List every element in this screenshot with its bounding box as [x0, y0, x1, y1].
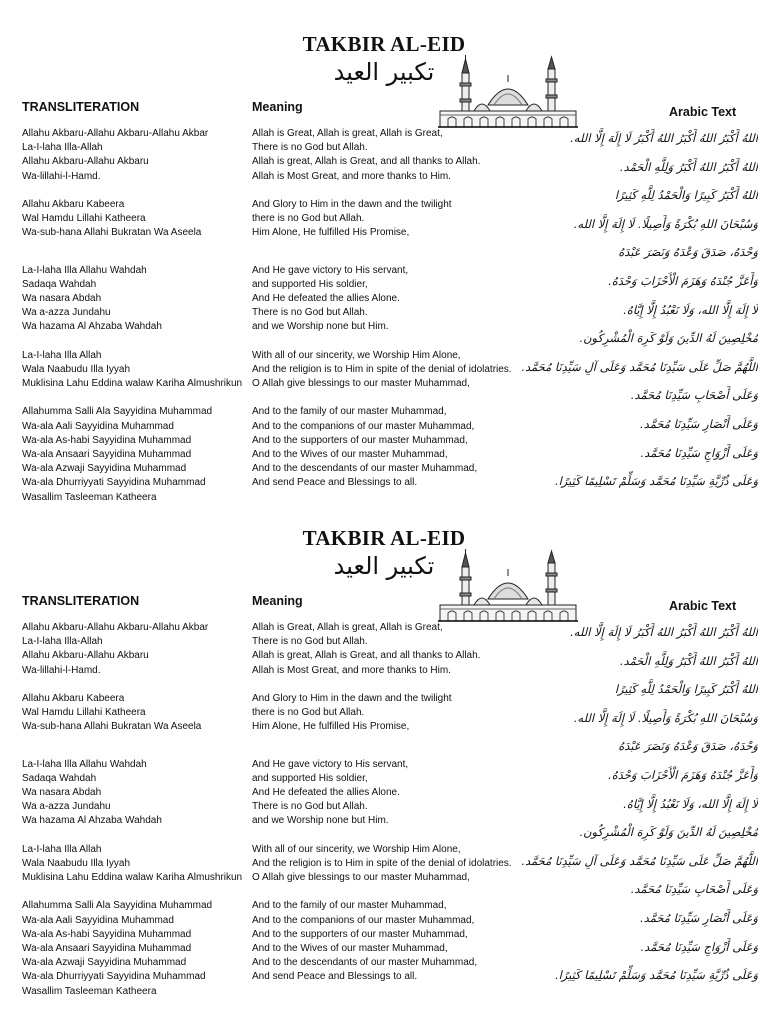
meaning-line: And to the descendants of our master Muhammad,	[252, 957, 478, 969]
meaning-line: And to the companions of our master Muhammad,	[252, 914, 475, 926]
transliteration-line: Wa-ala Ansaari Sayyidina Muhammad	[22, 448, 192, 460]
transliteration-line: Wa-lillahi-l-Hamd.	[22, 664, 101, 676]
arabic-text-header: Arabic Text	[669, 599, 737, 613]
transliteration-group	[22, 405, 242, 504]
takbir-section-bottom	[0, 526, 768, 1020]
meaning-group	[252, 405, 512, 490]
meaning-line: And to the Wives of our master Muhammad,	[252, 942, 448, 954]
transliteration-line: Sadaqa Wahdah	[22, 278, 97, 290]
transliteration-line: Wa-lillahi-l-Hamd.	[22, 170, 101, 182]
meaning-group	[252, 198, 512, 241]
meaning-line: With all of our sincerity, we Worship Him Alone,	[252, 349, 461, 361]
meaning-line: and we Worship none but Him.	[252, 321, 389, 333]
meaning-group	[252, 843, 512, 886]
transliteration-line: Wa-ala Ansaari Sayyidina Muhammad	[22, 942, 192, 954]
meaning-line: and we Worship none but Him.	[252, 815, 389, 827]
transliteration-line: Allahu Akbaru-Allahu Akbaru	[22, 156, 149, 168]
transliteration-line: Muklisina Lahu Eddina walaw Kariha Almushrikun	[22, 872, 243, 883]
arabic-line: لَا إِلَهَ إِلَّا الله، وَلَا نَعْبُدُ إِلَّا إِيَّاهُ.	[623, 302, 758, 317]
meaning-line: There is no God but Allah.	[252, 801, 368, 813]
arabic-line: لَا إِلَهَ إِلَّا الله، وَلَا نَعْبُدُ إِلَّا إِيَّاهُ.	[623, 796, 758, 811]
meaning-line: And He gave victory to His servant,	[252, 758, 409, 770]
transliteration-line: Allahu Akbaru Kabeera	[22, 692, 125, 704]
meaning-column	[252, 127, 512, 505]
arabic-line: اللهُ أَكْبَرُ اللهُ أَكْبَرُ اللهُ أَكْبَرُ لَا إِلَهَ إِلَّا الله.	[570, 625, 758, 639]
arabic-line: وَحْدَهُ، صَدَقَ وَعْدَهُ وَنَصَرَ عَبْدَهُ	[618, 739, 758, 754]
arabic-line: وَعَلَى أَزْوَاجِ سَيِّدِنَا مُحَمَّد.	[640, 445, 758, 460]
transliteration-group	[22, 843, 242, 886]
meaning-line: And He defeated the allies Alone.	[252, 292, 400, 304]
meaning-line: O Allah give blessings to our master Muhammad,	[252, 872, 470, 883]
transliteration-column	[22, 621, 242, 1013]
transliteration-line: Wa hazama Al Ahzaba Wahdah	[22, 815, 162, 827]
transliteration-line: Wasallim Tasleeman Katheera	[22, 491, 157, 503]
transliteration-line: Wa nasara Abdah	[22, 292, 102, 304]
transliteration-line: La-I-laha Illa-Allah	[22, 636, 103, 648]
transliteration-line: Wa-ala Azwaji Sayyidina Muhammad	[22, 463, 187, 475]
arabic-line: وَأَعَزَّ جُنْدَهُ وَهَزَمَ الْأَحْزَابَ وَحْدَهُ.	[608, 273, 758, 288]
meaning-line: And send Peace and Blessings to all.	[252, 971, 418, 983]
meaning-line: With all of our sincerity, we Worship Him Alone,	[252, 843, 461, 855]
transliteration-header: TRANSLITERATION	[22, 100, 140, 114]
meaning-line: And Glory to Him in the dawn and the twilight	[252, 692, 452, 704]
meaning-line: And to the Wives of our master Muhammad,	[252, 448, 448, 460]
transliteration-line: Wasallim Tasleeman Katheera	[22, 985, 157, 997]
meaning-line: And send Peace and Blessings to all.	[252, 477, 418, 489]
meaning-line: Allah is Great, Allah is great, Allah is Great,	[252, 622, 443, 633]
transliteration-line: Allahu Akbaru-Allahu Akbaru-Allahu Akbar	[22, 622, 209, 633]
arabic-line: وَأَعَزَّ جُنْدَهُ وَهَزَمَ الْأَحْزَابَ وَحْدَهُ.	[608, 767, 758, 782]
meaning-line: Allah is great, Allah is Great, and all thanks to Allah.	[252, 650, 481, 662]
transliteration-group	[22, 198, 242, 241]
transliteration-group	[22, 758, 242, 829]
transliteration-line: Wa-ala Aali Sayyidina Muhammad	[22, 420, 174, 432]
transliteration-line: Allahumma Salli Ala Sayyidina Muhammad	[22, 900, 213, 912]
arabic-line: مُخْلِصِينَ لَهُ الدِّينَ وَلَوْ كَرِهَ الْمُشْرِكُون.	[579, 331, 758, 346]
transliteration-column	[22, 127, 242, 519]
transliteration-line: Wa-ala As-habi Sayyidina Muhammad	[22, 434, 192, 446]
arabic-line: وَعَلَى ذُرِّيَّةِ سَيِّدِنَا مُحَمَّد وَسَلِّمْ تَسْلِيمًا كَثِيرًا.	[554, 968, 758, 983]
transliteration-line: Allahu Akbaru-Allahu Akbaru-Allahu Akbar	[22, 128, 209, 139]
arabic-line: وَعَلَى ذُرِّيَّةِ سَيِّدِنَا مُحَمَّد وَسَلِّمْ تَسْلِيمًا كَثِيرًا.	[554, 474, 758, 489]
meaning-header: Meaning	[252, 100, 303, 114]
transliteration-line: Wa-sub-hana Allahi Bukratan Wa Aseela	[22, 227, 202, 239]
transliteration-group	[22, 621, 242, 678]
meaning-line: O Allah give blessings to our master Muhammad,	[252, 378, 470, 389]
meaning-line: Him Alone, He fulfilled His Promise,	[252, 227, 410, 239]
arabic-line: اللهُ أَكْبَرُ اللهُ أَكْبَرُ وَلِلَّهِ الْحَمْد.	[619, 159, 758, 174]
page-title-arabic: تكبير العيد	[333, 58, 435, 86]
arabic-line: اللهُ أَكْبَرُ اللهُ أَكْبَرُ اللهُ أَكْبَرُ لَا إِلَهَ إِلَّا الله.	[570, 131, 758, 145]
meaning-line: Allah is Most Great, and more thanks to Him.	[252, 664, 451, 676]
transliteration-line: La-I-laha Illa Allah	[22, 349, 102, 361]
arabic-line: اللَّهُمَّ صَلِّ عَلَى سَيِّدِنَا مُحَمَّد وَعَلَى آلِ سَيِّدِنَا مُحَمَّد.	[521, 853, 758, 868]
meaning-line: there is no God but Allah.	[252, 213, 365, 225]
meaning-header: Meaning	[252, 594, 303, 608]
transliteration-line: La-I-laha Illa-Allah	[22, 142, 103, 154]
mosque-icon	[438, 549, 578, 623]
arabic-line: وَعَلَى أَصْحَابِ سَيِّدِنَا مُحَمَّد.	[630, 882, 758, 897]
meaning-group	[252, 899, 512, 984]
transliteration-group	[22, 899, 242, 998]
arabic-line: وَعَلَى أَنْصَارِ سَيِّدِنَا مُحَمَّد.	[640, 416, 758, 431]
transliteration-line: Wa-ala Dhurriyyati Sayyidina Muhammad	[22, 971, 206, 983]
meaning-line: And to the supporters of our master Muhammad,	[252, 434, 468, 446]
meaning-line: and supported His soldier,	[252, 278, 368, 290]
meaning-group	[252, 621, 512, 678]
arabic-text-column	[488, 618, 758, 990]
meaning-line: Allah is great, Allah is Great, and all thanks to Allah.	[252, 156, 481, 168]
meaning-line: Allah is Great, Allah is great, Allah is Great,	[252, 128, 443, 139]
meaning-group	[252, 758, 512, 829]
meaning-line: Allah is Most Great, and more thanks to Him.	[252, 170, 451, 182]
arabic-line: وَعَلَى أَزْوَاجِ سَيِّدِنَا مُحَمَّد.	[640, 939, 758, 954]
transliteration-group	[22, 349, 242, 392]
meaning-line: And to the companions of our master Muhammad,	[252, 420, 475, 432]
transliteration-line: Wa-sub-hana Allahi Bukratan Wa Aseela	[22, 721, 202, 733]
transliteration-line: Allahumma Salli Ala Sayyidina Muhammad	[22, 406, 213, 418]
transliteration-line: Wala Naabudu Illa Iyyah	[22, 857, 131, 869]
arabic-line: اللهُ أَكْبَرُ اللهُ أَكْبَرُ وَلِلَّهِ الْحَمْد.	[619, 653, 758, 668]
meaning-line: And the religion is to Him in spite of the denial of idolatries.	[252, 857, 512, 869]
page-title: TAKBIR AL-EID	[302, 32, 466, 56]
transliteration-line: Allahu Akbaru Kabeera	[22, 198, 125, 210]
transliteration-line: Wa hazama Al Ahzaba Wahdah	[22, 321, 162, 333]
arabic-text-column	[488, 124, 758, 496]
transliteration-line: Wa-ala Dhurriyyati Sayyidina Muhammad	[22, 477, 206, 489]
transliteration-line: Sadaqa Wahdah	[22, 772, 97, 784]
arabic-line: وَسُبْحَانَ اللهِ بُكْرَةً وَأَصِيلًا. لَا إِلَهَ إِلَّا الله.	[573, 710, 758, 725]
transliteration-group	[22, 264, 242, 335]
arabic-line: اللهُ أَكْبَرُ كَبِيرًا وَالْحَمْدُ لِلَّهِ كَثِيرًا	[614, 682, 758, 697]
meaning-line: And the religion is to Him in spite of the denial of idolatries.	[252, 363, 512, 375]
transliteration-line: Wa-ala As-habi Sayyidina Muhammad	[22, 928, 192, 940]
page-title-arabic: تكبير العيد	[333, 552, 435, 580]
transliteration-line: Wa a-azza Jundahu	[22, 307, 111, 319]
transliteration-line: Wa nasara Abdah	[22, 786, 102, 798]
transliteration-group	[22, 127, 242, 184]
meaning-group	[252, 349, 512, 392]
transliteration-header: TRANSLITERATION	[22, 594, 140, 608]
mosque-icon	[438, 55, 578, 129]
transliteration-line: Wala Naabudu Illa Iyyah	[22, 363, 131, 375]
meaning-group	[252, 264, 512, 335]
meaning-line: and supported His soldier,	[252, 772, 368, 784]
transliteration-line: La-I-laha Illa Allahu Wahdah	[22, 758, 147, 770]
arabic-line: وَسُبْحَانَ اللهِ بُكْرَةً وَأَصِيلًا. لَا إِلَهَ إِلَّا الله.	[573, 216, 758, 231]
arabic-line: مُخْلِصِينَ لَهُ الدِّينَ وَلَوْ كَرِهَ الْمُشْرِكُون.	[579, 825, 758, 840]
arabic-line: وَعَلَى أَنْصَارِ سَيِّدِنَا مُحَمَّد.	[640, 910, 758, 925]
arabic-line: اللَّهُمَّ صَلِّ عَلَى سَيِّدِنَا مُحَمَّد وَعَلَى آلِ سَيِّدِنَا مُحَمَّد.	[521, 359, 758, 374]
arabic-line: وَحْدَهُ، صَدَقَ وَعْدَهُ وَنَصَرَ عَبْدَهُ	[618, 245, 758, 260]
meaning-line: And He defeated the allies Alone.	[252, 786, 400, 798]
meaning-line: Him Alone, He fulfilled His Promise,	[252, 721, 410, 733]
meaning-line: And to the descendants of our master Muhammad,	[252, 463, 478, 475]
transliteration-group	[22, 692, 242, 735]
meaning-column	[252, 621, 512, 999]
meaning-group	[252, 692, 512, 735]
transliteration-line: Allahu Akbaru-Allahu Akbaru	[22, 650, 149, 662]
takbir-section-top	[0, 32, 768, 526]
transliteration-line: Muklisina Lahu Eddina walaw Kariha Almushrikun	[22, 378, 243, 389]
transliteration-line: La-I-laha Illa Allahu Wahdah	[22, 264, 147, 276]
transliteration-line: La-I-laha Illa Allah	[22, 843, 102, 855]
meaning-group	[252, 127, 512, 184]
meaning-line: There is no God but Allah.	[252, 307, 368, 319]
meaning-line: And to the family of our master Muhammad,	[252, 900, 447, 912]
transliteration-line: Wal Hamdu Lillahi Katheera	[22, 707, 146, 719]
transliteration-line: Wa-ala Azwaji Sayyidina Muhammad	[22, 957, 187, 969]
page-title: TAKBIR AL-EID	[302, 526, 466, 550]
transliteration-line: Wa a-azza Jundahu	[22, 801, 111, 813]
meaning-line: And to the supporters of our master Muhammad,	[252, 928, 468, 940]
meaning-line: there is no God but Allah.	[252, 707, 365, 719]
arabic-line: وَعَلَى أَصْحَابِ سَيِّدِنَا مُحَمَّد.	[630, 388, 758, 403]
meaning-line: There is no God but Allah.	[252, 142, 368, 154]
meaning-line: And He gave victory to His servant,	[252, 264, 409, 276]
transliteration-line: Wa-ala Aali Sayyidina Muhammad	[22, 914, 174, 926]
transliteration-line: Wal Hamdu Lillahi Katheera	[22, 213, 146, 225]
meaning-line: And to the family of our master Muhammad,	[252, 406, 447, 418]
arabic-line: اللهُ أَكْبَرُ كَبِيرًا وَالْحَمْدُ لِلَّهِ كَثِيرًا	[614, 188, 758, 203]
arabic-text-header: Arabic Text	[669, 105, 737, 119]
meaning-line: There is no God but Allah.	[252, 636, 368, 648]
meaning-line: And Glory to Him in the dawn and the twilight	[252, 198, 452, 210]
